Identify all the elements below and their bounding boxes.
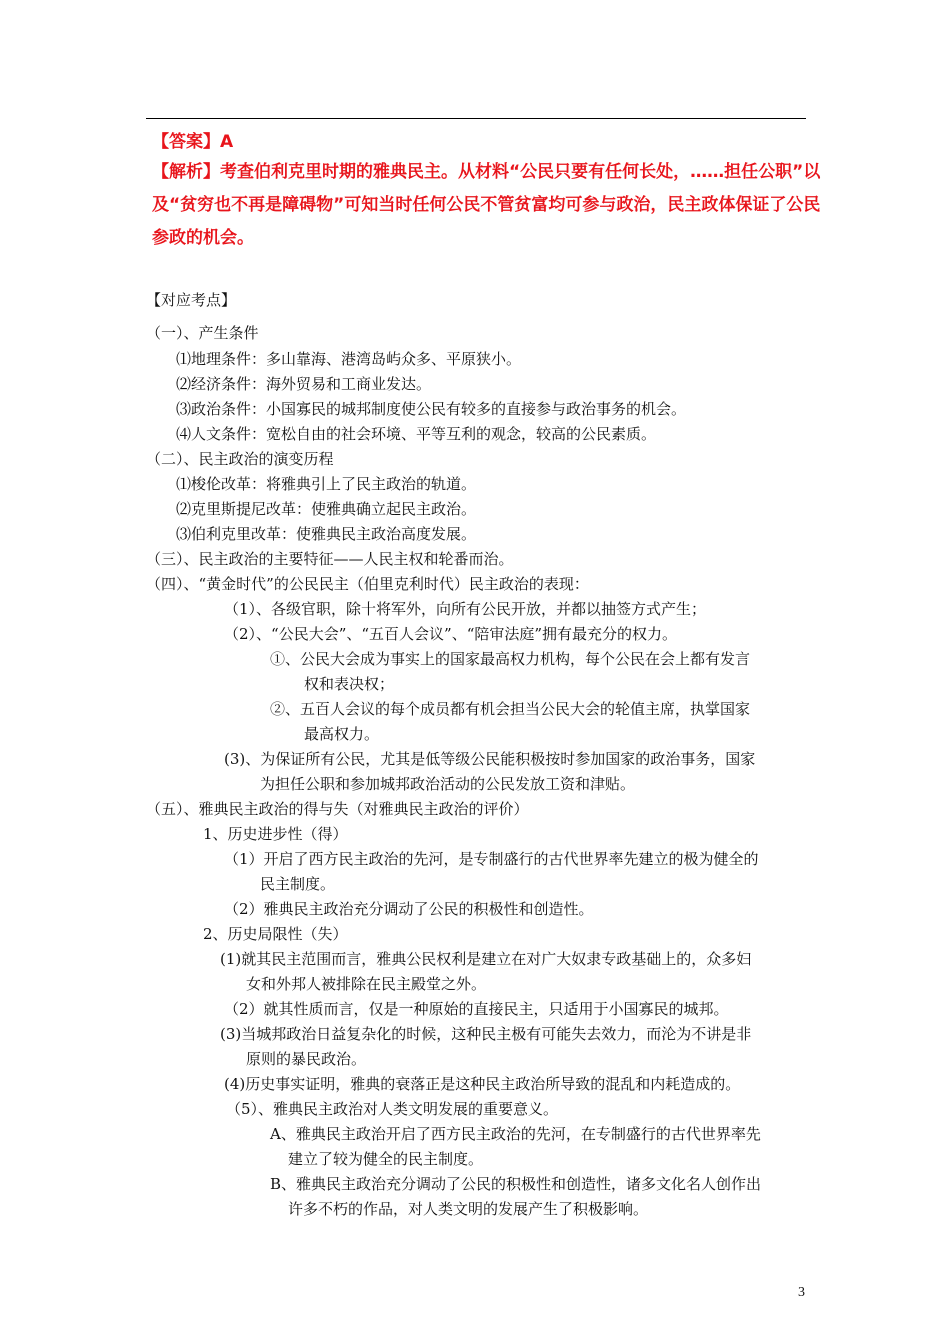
- analysis-line-2: 及“贫穷也不再是障碍物”可知当时任何公民不管贫富均可参与政治，民主政体保证了公民: [152, 195, 821, 215]
- list-item: ②、五百人会议的每个成员都有机会担当公民大会的轮值主席，执掌国家: [270, 700, 751, 718]
- list-item-continuation: 最高权力。: [304, 725, 380, 743]
- list-item: ①、公民大会成为事实上的国家最高权力机构，每个公民在会上都有发言: [270, 650, 751, 668]
- list-item: （1）开启了西方民主政治的先河，是专制盛行的古代世界率先建立的极为健全的: [224, 850, 759, 868]
- list-item: （1）、各级官职，除十将军外，向所有公民开放，并都以抽签方式产生；: [224, 600, 707, 618]
- list-item: (3)、为保证所有公民，尤其是低等级公民能积极按时参加国家的政治事务，国家: [224, 750, 756, 768]
- section-heading: （一）、产生条件: [146, 324, 259, 342]
- list-item: ⑶伯利克里改革：使雅典民主政治高度发展。: [176, 525, 477, 543]
- page-number: 3: [798, 1285, 805, 1300]
- list-item: （2）、“公民大会”、“五百人会议”、“陪审法庭”拥有最充分的权力。: [224, 625, 678, 643]
- list-item: ⑶政治条件：小国寡民的城邦制度使公民有较多的直接参与政治事务的机会。: [176, 400, 687, 418]
- list-item: （2）就其性质而言，仅是一种原始的直接民主，只适用于小国寡民的城邦。: [224, 1000, 729, 1018]
- list-item: (4)历史事实证明，雅典的衰落正是这种民主政治所导致的混乱和内耗造成的。: [224, 1075, 741, 1093]
- list-item-continuation: 民主制度。: [260, 875, 336, 893]
- list-item: B、雅典民主政治充分调动了公民的积极性和创造性，诸多文化名人创作出: [270, 1175, 762, 1193]
- section-heading: （四）、“黄金时代”的公民民主（伯里克利时代）民主政治的表现：: [146, 575, 589, 593]
- list-item: ⑵克里斯提尼改革：使雅典确立起民主政治。: [176, 500, 477, 518]
- sub-heading: 2、历史局限性（失）: [203, 925, 348, 943]
- answer-line: [152, 134, 233, 151]
- list-item-continuation: 建立了较为健全的民主制度。: [288, 1150, 484, 1168]
- top-rule: [146, 118, 806, 119]
- list-item: ⑴梭伦改革：将雅典引上了民主政治的轨道。: [176, 475, 477, 493]
- kaodian-heading: 【对应考点】: [146, 291, 237, 309]
- answer-label: 【答案】: [152, 132, 220, 152]
- list-item: ⑴地理条件：多山靠海、港湾岛屿众多、平原狭小。: [176, 350, 522, 368]
- answer-value: A: [220, 132, 234, 152]
- list-item-continuation: 权和表决权；: [304, 675, 395, 693]
- list-item: （5）、雅典民主政治对人类文明发展的重要意义。: [226, 1100, 559, 1118]
- list-item-continuation: 许多不朽的作品，对人类文明的发展产生了积极影响。: [288, 1200, 649, 1218]
- analysis-line-1: [152, 164, 820, 181]
- list-item: (3)当城邦政治日益复杂化的时候，这种民主极有可能失去效力，而沦为不讲是非: [220, 1025, 752, 1043]
- list-item-continuation: 原则的暴民政治。: [246, 1050, 367, 1068]
- list-item: A、雅典民主政治开启了西方民主政治的先河，在专制盛行的古代世界率先: [270, 1125, 761, 1143]
- list-item-continuation: 为担任公职和参加城邦政治活动的公民发放工资和津贴。: [260, 775, 636, 793]
- list-item: ⑷人文条件：宽松自由的社会环境、平等互利的观念，较高的公民素质。: [176, 425, 657, 443]
- sub-heading: 1、历史进步性（得）: [203, 825, 348, 843]
- list-item-continuation: 女和外邦人被排除在民主殿堂之外。: [246, 975, 487, 993]
- list-item: ⑵经济条件：海外贸易和工商业发达。: [176, 375, 432, 393]
- list-item: (1)就其民主范围而言，雅典公民权利是建立在对广大奴隶专政基础上的，众多妇: [220, 950, 752, 968]
- analysis-text-1: 考查伯利克里时期的雅典民主。从材料“公民只要有任何长处，……担任公职”以: [220, 162, 821, 182]
- analysis-label: 【解析】: [152, 162, 220, 182]
- list-item: （2）雅典民主政治充分调动了公民的积极性和创造性。: [224, 900, 594, 918]
- analysis-line-3: 参政的机会。: [152, 228, 254, 248]
- section-heading: （二）、民主政治的演变历程: [146, 450, 334, 468]
- section-heading: （五）、雅典民主政治的得与失（对雅典民主政治的评价）: [146, 800, 529, 818]
- section-heading: （三）、民主政治的主要特征——人民主权和轮番而治。: [146, 550, 514, 568]
